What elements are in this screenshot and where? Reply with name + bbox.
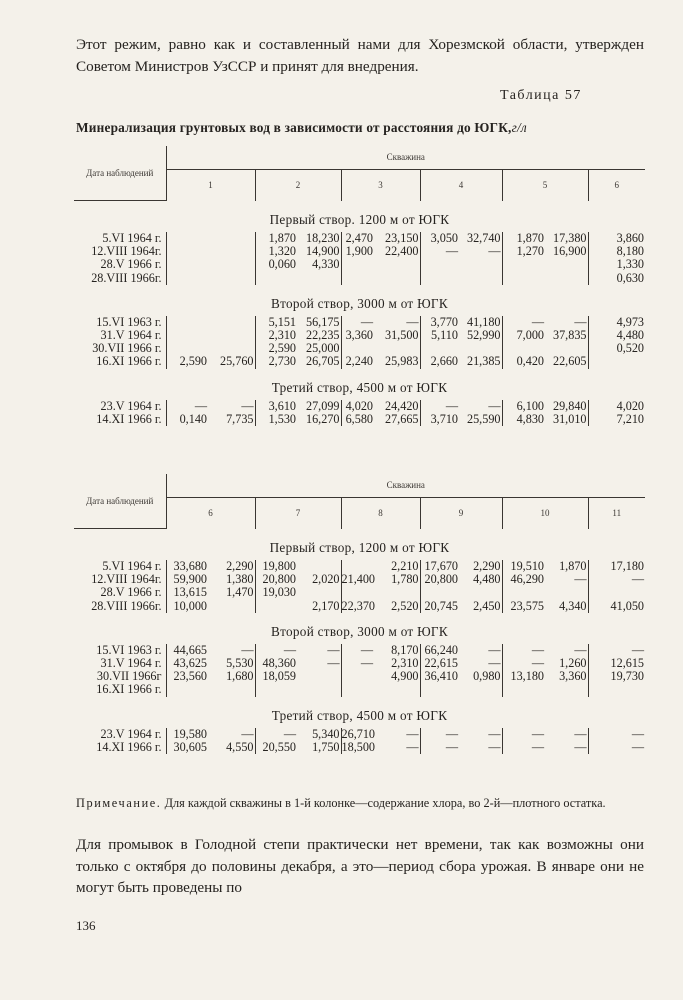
section-title: Второй створ, 3000 м от ЮГК: [271, 295, 448, 311]
table-cell: 8,180: [588, 245, 645, 258]
wells-column-header: Скважина: [166, 474, 645, 497]
table-cell: 1,750: [312, 739, 340, 754]
table-cell: 59,900: [166, 573, 208, 586]
wells-column-header: Скважина: [166, 146, 645, 169]
table-cell: 1,330: [588, 258, 645, 271]
table-cell: 32,740: [466, 231, 501, 245]
table-cell: —: [255, 728, 297, 741]
observation-date: 14.XI 1966 г.: [96, 739, 162, 754]
table-cell: 23,150: [384, 231, 419, 245]
table-cell: 0,140: [166, 413, 208, 426]
table-cell: 20,745: [420, 600, 459, 613]
table-cell: 10,000: [166, 600, 208, 613]
observation-date: 12.VIII 1964г.: [91, 572, 162, 587]
table-cell: 25,983: [384, 354, 419, 369]
table-cell: [588, 355, 645, 368]
table-cell: 12,615: [588, 657, 645, 670]
table-cell: 1,270: [502, 245, 545, 258]
well-number-header: 3: [341, 169, 420, 200]
table-cell: 7,000: [502, 329, 545, 342]
table-cell: —: [588, 644, 645, 657]
table-cell: —: [502, 728, 545, 741]
table-cell: —: [502, 657, 545, 670]
table-row: [74, 400, 645, 413]
table-note: [76, 795, 644, 811]
observation-date: 28.V 1966 г.: [100, 585, 162, 600]
table-cell: —: [588, 573, 645, 586]
table-cell: [208, 245, 255, 258]
table-cell: 23,575: [502, 600, 545, 613]
well-number-header: 9: [420, 497, 502, 528]
table-cell: 2,210: [391, 559, 419, 573]
table-cell: [297, 683, 341, 696]
table-cell: 0,420: [502, 355, 545, 368]
table-cell: 0,520: [588, 342, 645, 355]
table-cell: [545, 586, 588, 599]
table-cell: 56,175: [305, 314, 340, 329]
table-cell: 5,530: [226, 656, 254, 671]
table-cell: 7,735: [226, 411, 254, 426]
table-cell: [166, 683, 208, 696]
table-cell: 4,330: [312, 257, 340, 272]
date-column-header: Дата наблюдений: [74, 146, 166, 201]
table-cell: 6,100: [502, 400, 545, 413]
table-cell: 16,900: [552, 244, 587, 259]
table-cell: —: [241, 726, 254, 741]
table-cell: 1,530: [255, 413, 297, 426]
table-cell: —: [488, 726, 501, 741]
table-cell: 3,610: [255, 400, 297, 413]
table-cell: 2,170: [312, 598, 340, 613]
table-cell: 14,900: [305, 244, 340, 259]
table-cell: [502, 586, 545, 599]
observation-date: 15.VI 1963 г.: [96, 642, 162, 657]
table-cell: [208, 272, 255, 285]
table-cell: 2,470: [341, 232, 374, 245]
table-cell: 22,615: [420, 657, 459, 670]
table-cell: 19,510: [502, 560, 545, 573]
table-cell: 33,680: [166, 560, 208, 573]
table-cell: [545, 272, 588, 285]
table-cell: [420, 258, 459, 271]
table-cell: 4,480: [588, 329, 645, 342]
table-cell: 1,870: [559, 559, 587, 573]
table-cell: 5,340: [312, 726, 340, 741]
observation-date: 31.V 1964 г.: [100, 328, 162, 343]
table-cell: —: [327, 642, 340, 657]
table-cell: [502, 258, 545, 271]
table-cell: 4,550: [226, 739, 254, 754]
table-cell: [459, 258, 502, 271]
observation-date: 23.V 1964 г.: [100, 726, 162, 741]
table-row: [74, 600, 645, 613]
observation-date: 15.VI 1963 г.: [96, 314, 162, 329]
table-cell: 16,270: [305, 411, 340, 426]
table-cell: [208, 600, 255, 613]
table-cell: 31,500: [384, 328, 419, 343]
note-text: Для каждой скважины в 1-й колонке—содержание хлора, во 2-й—плотного остатка.: [164, 796, 606, 810]
table-cell: 27,665: [384, 411, 419, 426]
table-cell: 22,370: [341, 598, 376, 613]
table-cell: [341, 586, 374, 599]
table-cell: —: [327, 656, 340, 671]
well-number-header: 11: [588, 497, 645, 528]
table-cell: 66,240: [420, 644, 459, 657]
table-cell: 24,420: [384, 398, 419, 413]
table-cell: 4,340: [559, 598, 587, 613]
table-cell: 1,380: [226, 572, 254, 587]
note-label: Примечание.: [76, 796, 162, 810]
table-cell: 2,310: [255, 329, 297, 342]
table-cell: 4,973: [588, 316, 645, 329]
table-cell: 22,235: [305, 328, 340, 343]
table-cell: —: [574, 314, 587, 329]
table-cell: [208, 683, 255, 696]
table-row: [74, 728, 645, 741]
table-cell: 1,900: [341, 245, 374, 258]
intro-paragraph: Этот режим, равно как и составленный нами для Хорезмской области, утвержден Советом Министров УзССР и принят для внедрения.: [76, 36, 644, 75]
table-cell: 1,780: [391, 572, 419, 587]
table-cell: —: [488, 739, 501, 754]
table-cell: —: [420, 741, 459, 754]
table-cell: 2,450: [473, 598, 501, 613]
table-cell: 17,180: [588, 560, 645, 573]
table-cell: —: [406, 726, 419, 741]
table-cell: 43,625: [166, 657, 208, 670]
table-cell: 44,665: [166, 644, 208, 657]
table-cell: 1,870: [502, 232, 545, 245]
table-cell: 1,260: [559, 656, 587, 671]
section-title: Первый створ, 1200 м от ЮГК: [269, 540, 450, 555]
observation-date: 12.VIII 1964г.: [91, 244, 162, 259]
page-number: 136: [76, 918, 96, 933]
table-cell: 7,210: [588, 413, 645, 426]
table-cell: —: [588, 741, 645, 754]
table-cell: —: [341, 644, 374, 657]
table-caption-unit: г/л: [511, 120, 527, 135]
table-cell: [374, 586, 420, 599]
table-cell: —: [406, 314, 419, 329]
table-cell: 2,240: [341, 355, 374, 368]
table-cell: 37,835: [552, 328, 587, 343]
observation-date: 28.VIII 1966г.: [91, 598, 162, 613]
observation-date: 16.XI 1966 г.: [96, 682, 162, 697]
table-cell: —: [488, 656, 501, 671]
table-cell: 8,170: [391, 642, 419, 657]
table-cell: [166, 272, 208, 285]
observation-date: 28.VIII 1966г.: [91, 270, 162, 285]
table-cell: [374, 683, 420, 696]
table-cell: 25,590: [466, 411, 501, 426]
table-cell: 3,360: [341, 329, 374, 342]
observation-date: 31.V 1964 г.: [100, 656, 162, 671]
table-cell: [459, 272, 502, 285]
table-cell: 27,099: [305, 398, 340, 413]
table-cell: 18,230: [305, 231, 340, 245]
table-row: [74, 272, 645, 285]
table-cell: 0,060: [255, 258, 297, 271]
table-cell: 3,860: [588, 232, 645, 245]
table-cell: [297, 670, 341, 683]
table-cell: 2,020: [312, 572, 340, 587]
section-title: Третий створ, 4500 м от ЮГК: [271, 707, 448, 723]
table-cell: [374, 258, 420, 271]
table-cell: 2,590: [166, 355, 208, 368]
table-cell: 1,680: [226, 669, 254, 684]
table-cell: 3,050: [420, 232, 459, 245]
table-cell: 18,500: [341, 739, 376, 754]
table-cell: 41,180: [466, 314, 501, 329]
table-cell: [341, 683, 374, 696]
table-cell: 2,310: [391, 656, 419, 671]
observation-date: 5.VI 1964 г.: [102, 559, 162, 573]
table-cell: 3,770: [420, 316, 459, 329]
table-cell: [166, 316, 208, 329]
table-row: [74, 741, 645, 754]
table-cell: 22,400: [384, 244, 419, 259]
table-cell: —: [502, 644, 545, 657]
well-number-header: 6: [166, 497, 255, 528]
table-cell: 13,615: [166, 586, 208, 599]
table-cell: —: [166, 400, 208, 413]
table-cell: 1,470: [226, 585, 254, 600]
table-cell: [588, 586, 645, 599]
table-cell: 25,760: [219, 354, 254, 369]
table-cell: 3,360: [559, 669, 587, 684]
observation-date: 5.VI 1964 г.: [102, 231, 162, 245]
table-cell: 30,605: [166, 741, 208, 754]
table-cell: 3,710: [420, 413, 459, 426]
table-cell: —: [502, 316, 545, 329]
table-cell: 6,580: [341, 413, 374, 426]
well-number-header: 4: [420, 169, 502, 200]
table-cell: [545, 683, 588, 696]
table-cell: 1,320: [255, 245, 297, 258]
table-cell: [459, 586, 502, 599]
table-cell: 20,550: [255, 741, 297, 754]
observation-date: 28.V 1966 г.: [100, 257, 162, 272]
table-row: [74, 355, 645, 368]
table-cell: [255, 272, 297, 285]
table-cell: 4,480: [473, 572, 501, 587]
table-cell: 19,580: [166, 728, 208, 741]
table-cell: —: [574, 642, 587, 657]
table-cell: 13,180: [502, 670, 545, 683]
table-cell: [297, 272, 341, 285]
table-cell: [166, 329, 208, 342]
date-column-header: Дата наблюдений: [74, 474, 166, 529]
observation-date: 30.VII 1966г: [96, 669, 162, 684]
table-cell: —: [341, 316, 374, 329]
table-cell: —: [574, 572, 587, 587]
well-number-header: 2: [255, 169, 341, 200]
well-number-header: 8: [341, 497, 420, 528]
table-cell: 46,290: [502, 573, 545, 586]
table-cell: 29,840: [552, 398, 587, 413]
section-title: Второй створ, 3000 м от ЮГК: [271, 623, 448, 639]
table-cell: 48,360: [255, 657, 297, 670]
observation-date: 16.XI 1966 г.: [96, 354, 162, 369]
table-cell: 0,980: [473, 669, 501, 684]
table-cell: —: [420, 400, 459, 413]
table-cell: [208, 329, 255, 342]
table-cell: [374, 272, 420, 285]
table-cell: 2,520: [391, 598, 419, 613]
table-cell: 4,020: [588, 400, 645, 413]
table-cell: 23,560: [166, 670, 208, 683]
table-cell: 17,670: [420, 560, 459, 573]
table-row: [74, 586, 645, 599]
well-number-header: 10: [502, 497, 588, 528]
table-cell: [545, 258, 588, 271]
table-cell: 52,990: [466, 328, 501, 343]
table-cell: 0,630: [588, 272, 645, 285]
table-cell: [341, 670, 374, 683]
table-cell: —: [574, 726, 587, 741]
table-cell: 41,050: [588, 600, 645, 613]
table-row: [74, 413, 645, 426]
table-cell: [255, 683, 297, 696]
table-cell: 26,710: [341, 726, 376, 741]
table-cell: —: [574, 739, 587, 754]
table-cell: —: [341, 657, 374, 670]
table-cell: 4,900: [391, 669, 419, 684]
table-cell: —: [241, 398, 254, 413]
table-cell: 4,830: [502, 413, 545, 426]
table-cell: —: [241, 642, 254, 657]
section-title: Первый створ. 1200 м от ЮГК: [269, 212, 450, 227]
table-cell: —: [406, 739, 419, 754]
table-cell: 5,151: [255, 316, 297, 329]
table-cell: [420, 586, 459, 599]
table-cell: [341, 258, 374, 271]
table-cell: [208, 258, 255, 271]
table-cell: 17,380: [552, 231, 587, 245]
observation-date: 30.VII 1966 г.: [92, 341, 162, 356]
table-cell: 26,705: [305, 354, 340, 369]
table-cell: [166, 258, 208, 271]
table-cell: [255, 600, 297, 613]
observation-date: 14.XI 1966 г.: [96, 411, 162, 426]
table-cell: [166, 232, 208, 245]
table-cell: —: [588, 728, 645, 741]
table-cell: 2,590: [255, 342, 297, 355]
table-cell: 4,020: [341, 400, 374, 413]
table-cell: 21,400: [341, 572, 376, 587]
outro-paragraph: Для промывок в Голодной степи практически нет времени, так как возможны они только с октября до половины декабря, а это—период сбора урожая. В январе они не могут быть проведены по: [76, 836, 644, 896]
table-cell: 19,730: [588, 670, 645, 683]
table-cell: [341, 272, 374, 285]
table-cell: [208, 232, 255, 245]
table-row: [74, 683, 645, 696]
table-cell: 22,605: [552, 354, 587, 369]
table-cell: 19,800: [255, 560, 297, 573]
table-cell: —: [488, 398, 501, 413]
table-cell: 36,410: [420, 670, 459, 683]
section-title: Третий створ, 4500 м от ЮГК: [271, 379, 448, 395]
observation-date: 23.V 1964 г.: [100, 398, 162, 413]
table-cell: —: [420, 245, 459, 258]
table-cell: 2,730: [255, 355, 297, 368]
well-number-header: 5: [502, 169, 588, 200]
table-caption: [76, 120, 644, 136]
table-cell: 31,010: [552, 411, 587, 426]
table-row: [74, 258, 645, 271]
table-cell: 20,800: [255, 573, 297, 586]
well-number-header: 6: [588, 169, 645, 200]
table-cell: [420, 272, 459, 285]
table-cell: 18,059: [255, 670, 297, 683]
table-cell: [588, 683, 645, 696]
table-cell: [420, 683, 459, 696]
table-cell: —: [420, 728, 459, 741]
mineralization-table-wells-1-6: [74, 146, 645, 426]
table-cell: [208, 316, 255, 329]
table-cell: —: [502, 741, 545, 754]
mineralization-table-wells-6-11: [74, 474, 645, 754]
table-cell: 2,660: [420, 355, 459, 368]
table-cell: —: [255, 644, 297, 657]
table-caption-text: Минерализация грунтовых вод в зависимости от расстояния до ЮГК,: [76, 120, 512, 135]
table-cell: 5,110: [420, 329, 459, 342]
table-cell: 2,290: [226, 559, 254, 573]
table-cell: 1,870: [255, 232, 297, 245]
table-number: Таблица 57: [500, 88, 582, 103]
table-cell: [502, 683, 545, 696]
well-number-header: 1: [166, 169, 255, 200]
table-cell: 2,290: [473, 559, 501, 573]
table-cell: [166, 245, 208, 258]
table-cell: 25,000: [305, 341, 340, 356]
table-cell: [297, 586, 341, 599]
table-cell: 19,030: [255, 586, 297, 599]
table-cell: 20,800: [420, 573, 459, 586]
table-cell: [459, 683, 502, 696]
table-cell: [502, 272, 545, 285]
well-number-header: 7: [255, 497, 341, 528]
table-cell: —: [488, 244, 501, 259]
table-cell: —: [488, 642, 501, 657]
table-cell: 21,385: [466, 354, 501, 369]
